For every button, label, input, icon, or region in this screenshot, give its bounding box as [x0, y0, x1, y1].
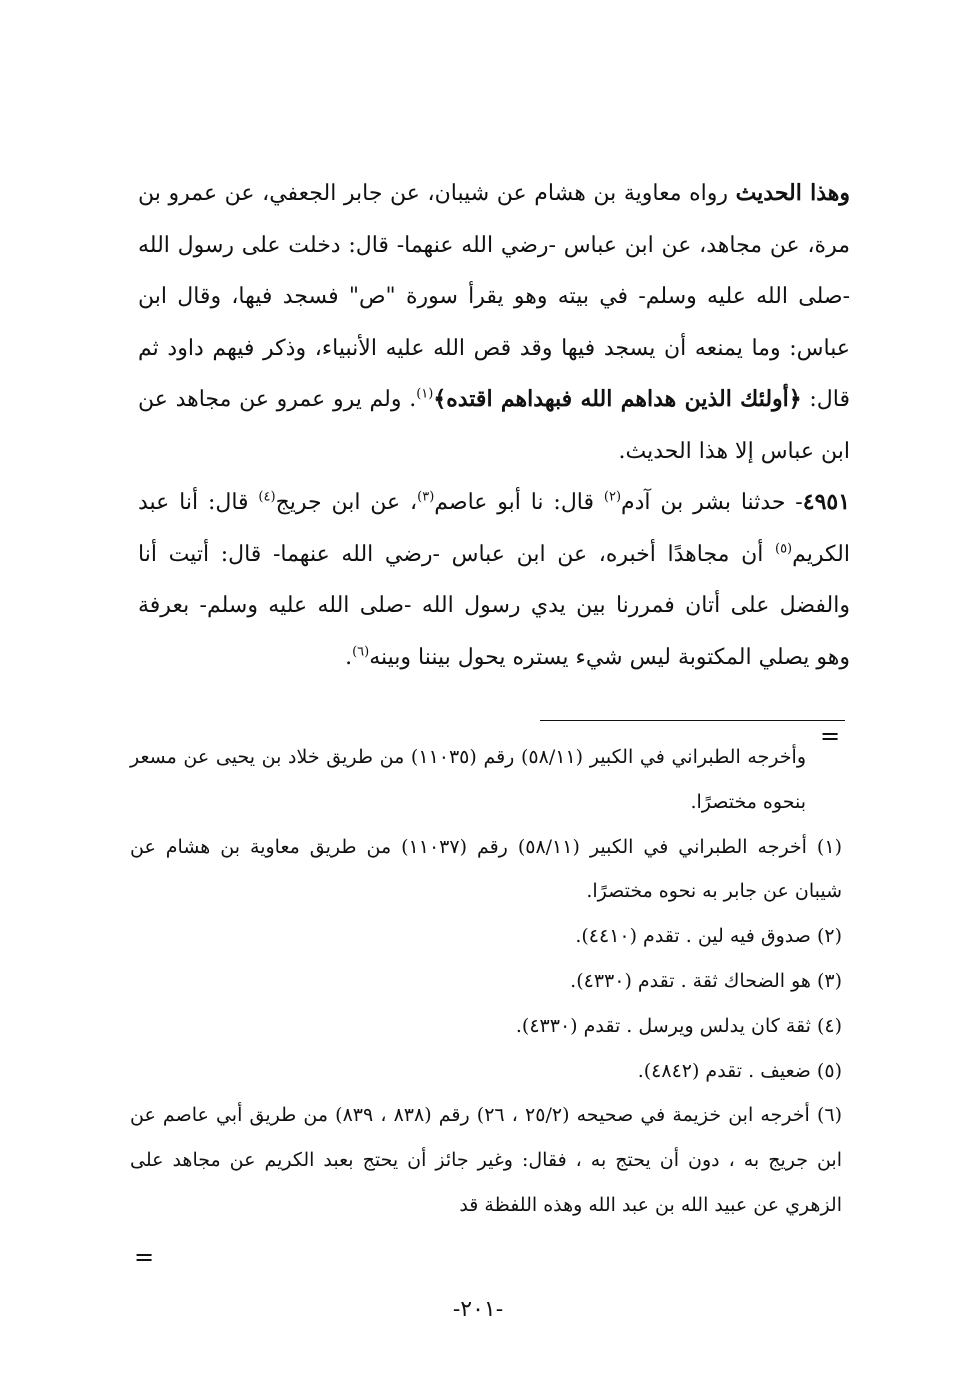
main-text: [138, 168, 850, 683]
footnote-ref-5: (٥): [774, 541, 793, 557]
paragraph-text: رواه معاوية بن هشام عن شيبان، عن جابر الجعفي، عن عمرو بن مرة، عن مجاهد، عن ابن عباس -رضي الله عنهما- قال: دخلت على رسول الله -صلى الله عليه وسلم- في بيته وهو يقرأ سورة "ص" فسجد فيها، وقال ابن عباس: وما يمنعه أن يسجد فيها وقد قص الله عليه الأنبياء، وذكر فيهم داود ثم قال:: [138, 181, 850, 412]
footnote-1: (١) أخرجه الطبراني في الكبير (٥٨/١١) رقم (١١٠٣٧) من طريق معاوية بن هشام عن شيبان عن جابر به نحوه مختصرًا.: [130, 835, 842, 903]
footnote-4: (٤) ثقة كان يدلس ويرسل . تقدم (٤٣٣٠).: [515, 1014, 842, 1037]
paragraph-hadith-commentary: [138, 168, 850, 477]
footnote-ref-2: (٢): [603, 489, 622, 505]
footnote-3: (٣) هو الضحاك ثقة . تقدم (٤٣٣٠).: [570, 969, 842, 992]
paragraph-text-end: . ولم يرو عمرو عن مجاهد عن ابن عباس إلا هذا الحديث.: [138, 387, 850, 464]
footnote-ref-1: (١): [416, 386, 434, 402]
paragraph-hadith-4951: [138, 477, 850, 683]
matn-text: أن مجاهدًا أخبره، عن ابن عباس -رضي الله عنهما- قال: أتيت أنا والفضل على أتان فمررنا بين يدي رسول الله -صلى الله عليه وسلم- بعرفة وهو يصلي المكتوبة ليس شيء يستره يحول بيننا وبينه: [138, 541, 850, 670]
quran-verse: ﴿أولئك الذين هداهم الله فبهداهم اقتده﴾: [433, 386, 802, 412]
footnote-ref-3: (٣): [417, 489, 435, 505]
footnote-ref-6: (٦): [352, 644, 370, 660]
footnotes: [130, 735, 842, 1228]
continuation-mark-bottom: =: [134, 1243, 155, 1271]
footnote-continued: وأخرجه الطبراني في الكبير (٥٨/١١) رقم (١١٠٣٥) من طريق خلاد بن يحيى عن مسعر بنحوه مختصرًا.: [130, 746, 806, 813]
isnad-text-a: - حدثنا بشر بن آدم: [621, 490, 803, 515]
footnote-6: (٦) أخرجه ابن خزيمة في صحيحه (٢٥/٢ ، ٢٦) رقم (٨٣٨ ، ٨٣٩) من طريق أبي عاصم عن ابن جريج به ، دون أن يحتج به ، فقال: وغير جائز أن يحتج بعبد الكريم عن مجاهد على الزهري عن عبيد الله بن عبد الله وهذه اللفظة قد: [130, 1104, 842, 1216]
bold-lead-phrase: وهذا الحديث: [735, 180, 850, 206]
isnad-text-b: قال: نا أبو عاصم: [434, 490, 604, 515]
footnote-ref-4: (٤): [258, 489, 276, 505]
hadith-number: ٤٩٥١: [802, 489, 851, 515]
isnad-text-c: ، عن ابن جريج: [275, 490, 418, 515]
matn-text-end: .: [345, 644, 353, 670]
isnad-text-d: قال: أنا عبد الكريم: [138, 490, 850, 567]
continuation-mark-top: =: [820, 722, 841, 750]
page-number: -٢٠١-: [452, 1297, 504, 1322]
footnote-2: (٢) صدوق فيه لين . تقدم (٤٤١٠).: [575, 925, 842, 948]
footnote-5: (٥) ضعيف . تقدم (٤٨٤٢).: [637, 1059, 842, 1082]
footnote-separator: [540, 720, 845, 721]
